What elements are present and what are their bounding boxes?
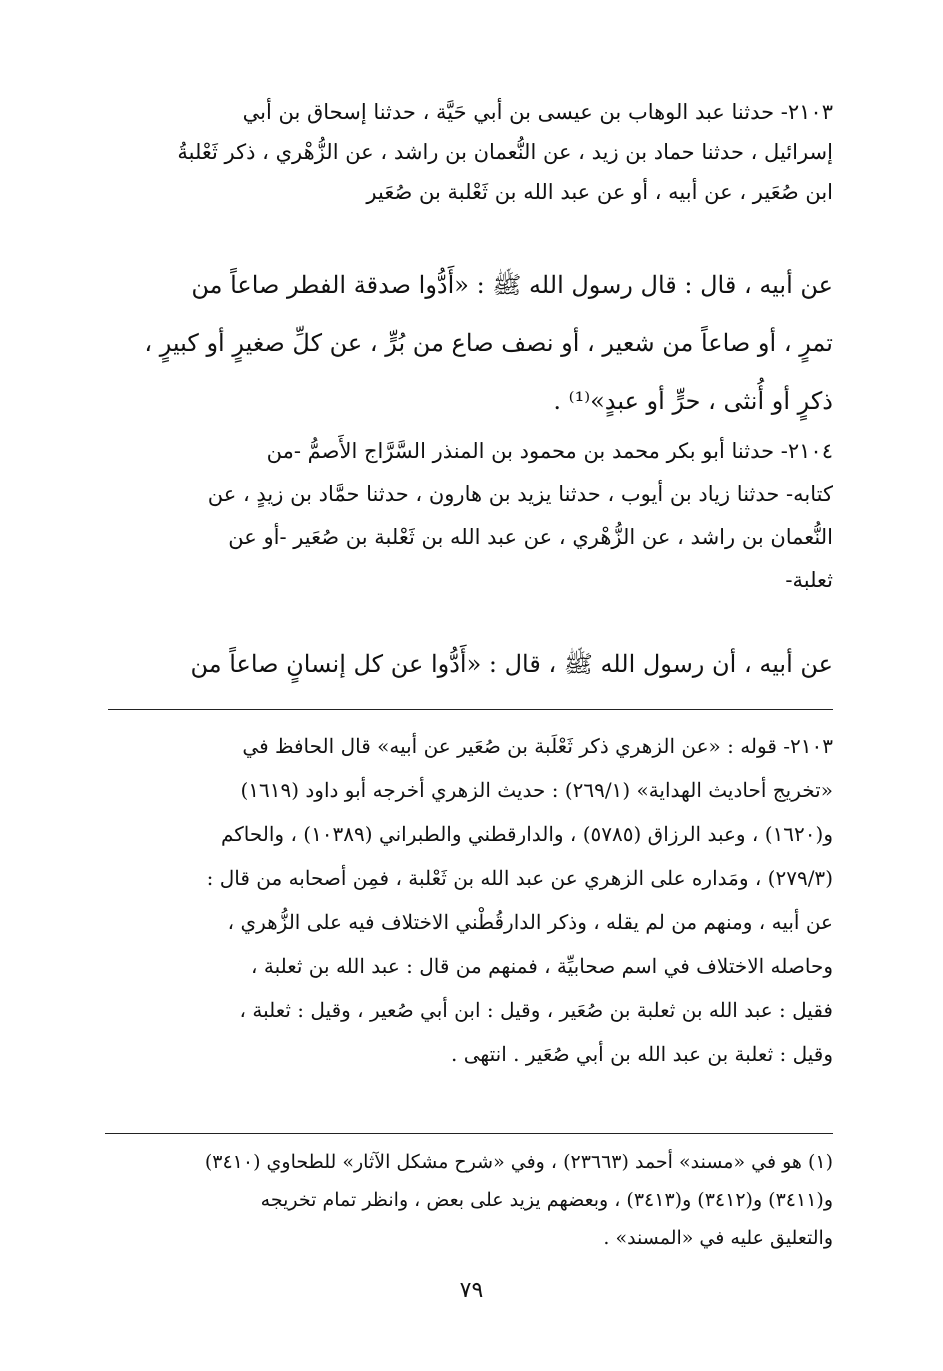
text-line: و(١٦٢٠) ، وعبد الرزاق (٥٧٨٥) ، والدارقطني والطبراني (١٠٣٨٩) ، والحاكم [220,822,833,846]
hadith-2103-matn [108,256,833,430]
text-line: «تخريج أحاديث الهداية» (٢٦٩/١) : حديث الزهري أخرجه أبو داود (١٦١٩) [240,778,833,802]
text-line: (١) هو في «مسند» أحمد (٢٣٦٦٣) ، وفي «شرح مشكل الآثار» للطحاوي (٣٤١٠) [204,1151,833,1173]
hadith-2103-isnad [108,92,833,212]
text-line: ٢١٠٣- حدثنا عبد الوهاب بن عيسى بن أبي حَيَّة ، حدثنا إسحاق بن أبي [242,100,833,124]
text-line: ثعلبة- [785,568,833,592]
text-line: عن أبيه ، ومنهم من لم يقله ، وذكر الدارقُطْني الاختلاف فيه على الزُّهري ، [227,910,833,934]
text-line: وقيل : ثعلبة بن عبد الله بن أبي صُعَير . انتهى . [451,1042,833,1066]
page-number: ٧٩ [459,1278,484,1303]
hadith-2104-matn [108,640,833,688]
footnote-divider [105,1133,833,1134]
text-line: و(٣٤١١) و(٣٤١٢) و(٣٤١٣) ، وبعضهم يزيد على بعض ، وانظر تمام تخريجه [260,1189,833,1211]
text-line: عن أبيه ، أن رسول الله ﷺ ، قال : «أَدُّوا عن كل إنسانٍ صاعاً من [190,650,833,678]
text-line: ابن صُعَير ، عن أبيه ، أو عن عبد الله بن ثَعْلبة بن صُعَير [366,180,833,204]
text-line: تمرٍ ، أو صاعاً من شعير ، أو نصف صاع من بُرٍّ ، عن كلِّ صغيرٍ أو كبيرٍ ، [144,329,833,357]
hadith-2104-isnad [108,430,833,602]
text-line: والتعليق عليه في «المسند» . [603,1227,833,1249]
commentary-divider [108,709,833,710]
commentary-section [108,724,833,1076]
text-line: وحاصله الاختلاف في اسم صحابيِّة ، فمنهم من قال : عبد الله بن ثعلبة ، [251,954,833,978]
text-line: النُّعمان بن راشد ، عن الزُّهْري ، عن عبد الله بن ثَعْلبة بن صُعَير -أو عن [228,525,833,549]
text-line: إسرائيل ، حدثنا حماد بن زيد ، عن النُّعمان بن راشد ، عن الزُّهْري ، ذكر ثَعْلبةُ [177,140,833,164]
text-line: ٢١٠٤- حدثنا أبو بكر محمد بن محمود بن المنذر السَّرَّاج الأَصمُّ -من [266,439,833,463]
text-line: ٢١٠٣- قوله : «عن الزهري ذكر ثَعْلَبة بن صُعَير عن أبيه» قال الحافظ في [242,734,833,758]
footnote-section [108,1143,833,1257]
text-line: عن أبيه ، قال : قال رسول الله ﷺ : «أَدُّوا صدقة الفطر صاعاً من [191,271,833,299]
text-line: كتابه- حدثنا زياد بن أيوب ، حدثنا يزيد بن هارون ، حدثنا حمَّاد بن زيدٍ ، عن [207,482,833,506]
text-line: فقيل : عبد الله بن ثعلبة بن صُعَير ، وقيل : ابن أبي صُعير ، وقيل : ثعلبة ، [239,998,833,1022]
text-line: ذكرٍ أو أُنثى ، حرٍّ أو عبدٍ»⁽¹⁾ . [553,387,833,415]
text-line: (٢٧٩/٣) ، ومَداره على الزهري عن عبد الله بن ثَعْلبة ، فمِن أصحابه من قال : [206,866,833,890]
